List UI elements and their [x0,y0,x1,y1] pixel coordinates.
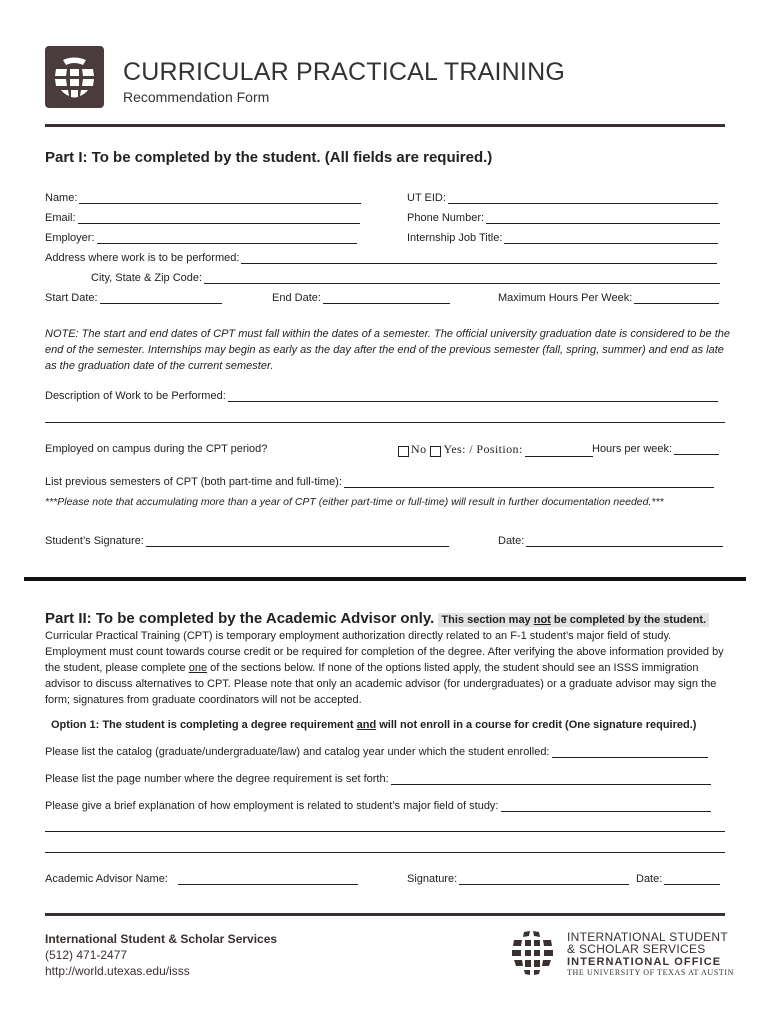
advisor-name-field[interactable] [45,873,358,885]
hours-per-week-line[interactable] [674,443,719,455]
student-date-field[interactable] [498,535,723,547]
form-subtitle: Recommendation Form [123,89,270,105]
employer-field[interactable] [45,232,357,244]
start-date-label: Start Date: [45,292,98,304]
part2-heading [45,610,709,627]
catalog-label: Please list the catalog (graduate/undergraduate/law) and catalog year under which the student enrolled: [45,746,550,758]
city-label: City, State & Zip Code: [91,272,203,284]
email-line[interactable] [78,212,360,224]
name-line[interactable] [79,192,361,204]
phone-label: Phone Number: [407,212,485,224]
footer-divider [45,913,725,916]
employer-line[interactable] [97,232,357,244]
advisor-signature-line[interactable] [459,873,629,885]
hours-per-week-label: Hours per week: [592,443,673,455]
max-hours-label: Maximum Hours Per Week: [498,292,633,304]
max-hours-line[interactable] [634,292,719,304]
notice-text-1: This section may [441,614,534,626]
page-number-label: Please list the page number where the degree requirement is set forth: [45,773,389,785]
explanation-line[interactable] [501,800,711,812]
explanation-field[interactable] [45,800,711,812]
footer-logo-line2: & SCHOLAR SERVICES [567,942,706,956]
description-label: Description of Work to be Performed: [45,390,226,402]
advisor-name-label: Academic Advisor Name: [45,873,168,885]
address-field[interactable] [45,252,717,264]
catalog-field[interactable] [45,746,708,758]
max-hours-field[interactable] [498,292,719,304]
job-title-line[interactable] [504,232,718,244]
advisor-date-field[interactable] [636,873,720,885]
student-signature-label: Student’s Signature: [45,535,144,547]
catalog-line[interactable] [552,746,708,758]
city-field[interactable] [91,272,720,284]
explanation-label: Please give a brief explanation of how employment is related to student’s major field of study: [45,800,499,812]
yes-checkbox[interactable] [430,446,441,457]
option1-heading [51,719,696,731]
explanation-line-3[interactable] [45,852,725,853]
option1-text-and: and [356,719,377,731]
end-date-label: End Date: [272,292,321,304]
cpt-dates-note: NOTE: The start and end dates of CPT must fall within the dates of a semester. The official university graduation date is considered to be the end of the semester. Internships may begin as early as the day after the end of the previous semester (fall, spring, summer) and end as late as the graduation date of the current semester. [45,328,730,372]
footer-org-name: International Student & Scholar Services [45,932,278,946]
part2-heading-text: Part II: To be completed by the Academic Advisor only. [45,610,435,627]
campus-options[interactable] [398,442,593,457]
description-field[interactable] [45,390,718,402]
student-signature-line[interactable] [146,535,449,547]
phone-line[interactable] [486,212,720,224]
option1-text-1: Option 1: The student is completing a degree requirement [51,719,357,731]
page-number-field[interactable] [45,773,711,785]
intro-text-2: of the sections below. If none of the options listed apply, the student should see an ISSS immigration advisor to discuss alternatives to CPT. Please note that only an academic advisor (for undergraduates) or a graduate advisor may sign the form; signatures from graduate coordinators will not be accepted. [45,662,717,706]
advisor-signature-field[interactable] [407,873,629,885]
advisor-date-label: Date: [636,873,663,885]
advisor-date-line[interactable] [664,873,720,885]
description-line[interactable] [228,390,718,402]
campus-label: Employed on campus during the CPT period? [45,443,268,455]
no-checkbox[interactable] [398,446,409,457]
footer-logo-line3: INTERNATIONAL OFFICE [567,956,722,968]
footer-logo-line1: INTERNATIONAL STUDENT [567,930,728,944]
previous-cpt-label: List previous semesters of CPT (both part-time and full-time): [45,476,342,488]
notice-text-not: not [533,614,551,626]
email-field[interactable] [45,212,360,224]
address-label: Address where work is to be performed: [45,252,240,264]
uteid-label: UT EID: [407,192,446,204]
option1-text-2: will not enroll in a course for credit (One signature required.) [376,719,697,731]
part2-intro [45,628,735,708]
footer-url[interactable]: http://world.utexas.edu/isss [45,964,190,978]
notice-text-2: be completed by the student. [550,614,707,626]
student-date-label: Date: [498,535,525,547]
advisor-name-line[interactable] [178,873,358,885]
footer-logo-line4: THE UNIVERSITY OF TEXAS AT AUSTIN [567,968,734,977]
hours-per-week-field[interactable] [592,443,719,455]
advisor-signature-label: Signature: [407,873,458,885]
previous-cpt-line[interactable] [344,476,714,488]
not-by-student-notice [438,613,709,627]
no-label: No [411,442,427,456]
job-title-label: Internship Job Title: [407,232,503,244]
employer-label: Employer: [45,232,95,244]
name-label: Name: [45,192,78,204]
page-number-line[interactable] [391,773,711,785]
end-date-line[interactable] [323,292,450,304]
phone-field[interactable] [407,212,720,224]
explanation-line-2[interactable] [45,831,725,832]
start-date-line[interactable] [100,292,222,304]
uteid-field[interactable] [407,192,718,204]
email-label: Email: [45,212,76,224]
previous-cpt-field[interactable] [45,476,714,488]
form-title: CURRICULAR PRACTICAL TRAINING [123,58,565,86]
header-divider [45,124,725,127]
yes-position-label: Yes: / Position: [443,442,523,456]
job-title-field[interactable] [407,232,718,244]
section-divider [24,577,746,581]
globe-logo-icon [45,46,104,108]
footer-globe-icon [508,930,556,976]
uteid-line[interactable] [448,192,718,204]
intro-text-one: one [188,662,208,674]
part1-heading: Part I: To be completed by the student. (All fields are required.) [45,149,493,166]
city-line[interactable] [204,272,720,284]
campus-question [45,443,267,455]
student-signature-field[interactable] [45,535,449,547]
start-date-field[interactable] [45,292,222,304]
description-line-2[interactable] [45,422,725,423]
end-date-field[interactable] [272,292,450,304]
footer-phone: (512) 471-2477 [45,948,128,962]
name-field[interactable] [45,192,361,204]
address-line[interactable] [241,252,717,264]
cpt-warning: ***Please note that accumulating more than a year of CPT (either part-time or full-time) will result in further documentation needed.*** [45,496,664,508]
position-line[interactable] [525,445,593,457]
student-date-line[interactable] [526,535,723,547]
intro-text-1: Curricular Practical Training (CPT) is temporary employment authorization directly related to an F-1 student’s major field of study. Employment must count towards course credit or be required for completion of the degree. After verifying the above information provided by the student, please complete [45,630,724,674]
